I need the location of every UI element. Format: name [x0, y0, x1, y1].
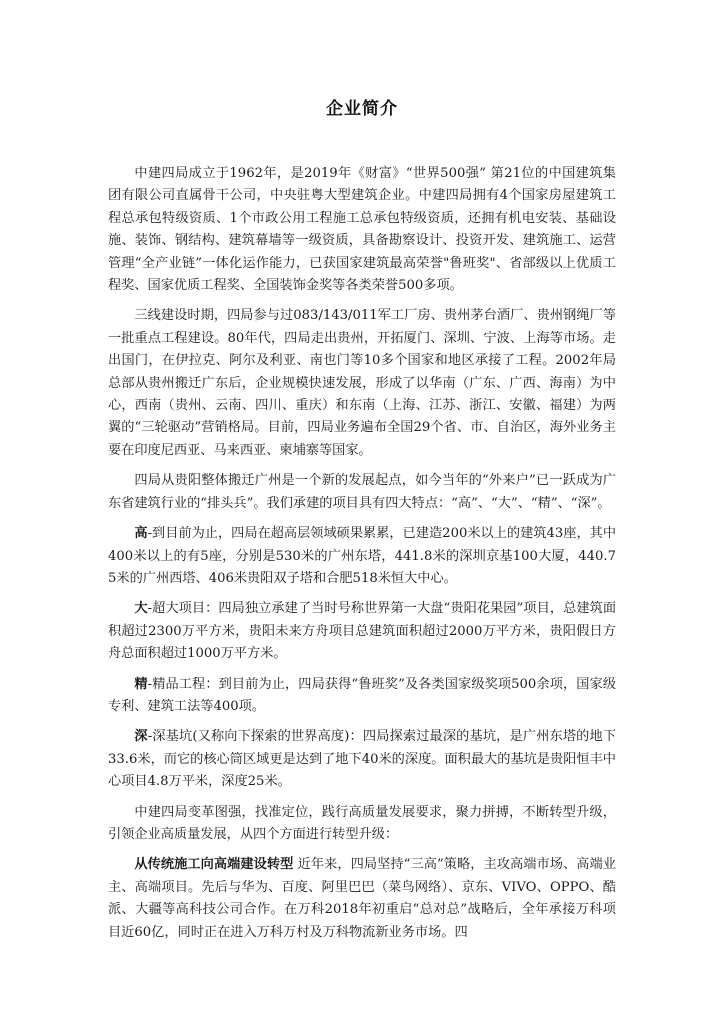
paragraph-transformation: [108, 802, 616, 847]
page-title: 企业简介: [326, 99, 398, 119]
paragraph-text: -精品工程：到目前为止，四局获得“鲁班奖”及各类国家级奖项500余项，国家级专利、建筑工法等400项。: [108, 676, 616, 714]
paragraph-text: 中建四局变革图强，找准定位，践行高质量发展要求，聚力拼搏，不断转型升级，引领企业高质量发展，从四个方面进行转型升级：: [108, 804, 616, 842]
paragraph-lead: 深: [134, 729, 148, 745]
paragraph-intro: [108, 163, 616, 297]
paragraph-high: [108, 523, 616, 590]
paragraph-large: [108, 598, 616, 665]
paragraph-text: -深基坑(又称向下探索的世界高度)：四局探索过最深的基坑，是广州东塔的地下33.6米，而它的核心筒区域更是达到了地下40米的深度。面积最大的基坑是贵阳恒丰中心项目4.8万平米，深度25米。: [108, 729, 617, 790]
paragraph-text: -到目前为止，四局在超高层领域硕果累累，已建造200米以上的建筑43座，其中400米以上的有5座，分别是530米的广州东塔，441.8米的深圳京基100大厦，440.75米的广州西塔、406米贵阳双子塔和合肥518米恒大中心。: [108, 526, 617, 586]
paragraph-deep: [108, 726, 616, 793]
paragraph-text: 近年来，四局坚持“三高”策略，主攻高端市场、高端业主、高端项目。先后与华为、百度、阿里巴巴（菜鸟网络）、京东、VIVO、OPPO、酷派、大疆等高科技公司合作。在万科2018年初重启“总对总”战略后，全年承接万科项目近60亿，同时正在进入万科万村及万科物流新业务市场。四: [108, 857, 616, 940]
paragraph-text: 三线建设时期，四局参与过083/143/011军工厂房、贵州茅台酒厂、贵州钢绳厂等一批重点工程建设。80年代，四局走出贵州，开拓厦门、深圳、宁波、上海等市场。走出国门，在伊拉克、阿尔及利亚、南也门等10多个国家和地区承接了工程。2002年局总部从贵州搬迁广东后，企业规模快速发展，形成了以华南（广东、广西、海南）为中心，西南（贵州、云南、四川、重庆）和东南（上海、江苏、浙江、安徽、福建）为两翼的“三轮驱动”营销格局。目前，四局业务遍布全国29个省、市、自治区，海外业务主要在印度尼西亚、马来西亚、柬埔寨等国家。: [108, 308, 616, 458]
paragraph-lead: 精: [134, 676, 148, 692]
paragraph-history: [108, 305, 616, 462]
paragraph-lead: 高: [134, 526, 148, 542]
paragraph-lead: 大: [134, 601, 148, 617]
paragraph-fine: [108, 674, 616, 719]
paragraph-high-end: [108, 854, 616, 944]
paragraph-text: 中建四局成立于1962年，是2019年《财富》“世界500强” 第21位的中国建筑集团有限公司直属骨干公司，中央驻粤大型建筑企业。中建四局拥有4个国家房屋建筑工程总承包特级资质、1个市政公用工程施工总承包特级资质，还拥有机电安装、基础设施、装饰、钢结构、建筑幕墙等一级资质，具备勘察设计、投资开发、建筑施工、运营管理“全产业链”一体化运作能力，已获国家建筑最高荣誉"鲁班奖"、省部级以上优质工程奖、国家优质工程奖、全国装饰金奖等各类荣誉500多项。: [108, 166, 616, 294]
paragraph-text: -超大项目：四局独立承建了当时号称世界第一大盘“贵阳花果园”项目，总建筑面积超过2300万平方米，贵阳未来方舟项目总建筑面积超过2000万平方米，贵阳假日方舟总面积超过1000万平方米。: [108, 601, 617, 662]
paragraph-relocation: [108, 470, 616, 515]
paragraph-text: 四局从贵阳整体搬迁广州是一个新的发展起点，如今当年的“外来户”已一跃成为广东省建筑行业的“排头兵”。我们承建的项目具有四大特点：“高”、“大”、“精”、“深”。: [108, 473, 616, 511]
paragraph-lead: 从传统施工向高端建设转型: [134, 857, 294, 873]
